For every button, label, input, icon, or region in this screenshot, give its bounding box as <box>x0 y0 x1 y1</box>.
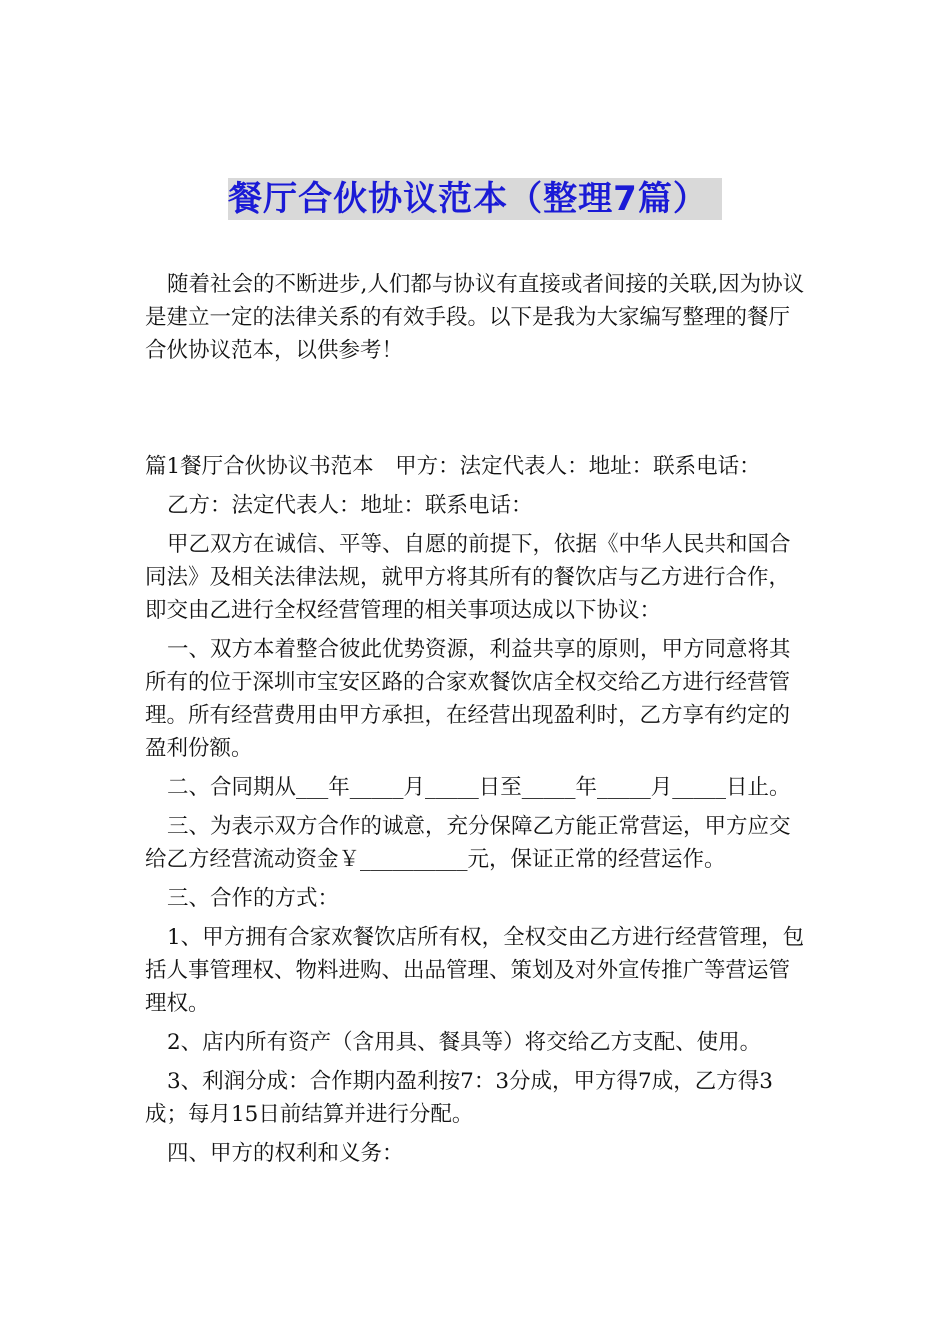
paragraph-4: 一、双方本着整合彼此优势资源，利益共享的原则，甲方同意将其所有的位于深圳市宝安区路的合家欢餐饮店全权交给乙方进行经营管理。所有经营费用由甲方承担，在经营出现盈利时，乙方享有约定的盈利份额。 <box>145 637 791 761</box>
paragraph-1: 篇1餐厅合伙协议书范本 甲方：法定代表人：地址：联系电话： <box>145 454 761 479</box>
paragraph-7: 三、合作的方式： <box>167 886 340 911</box>
intro-paragraph: 随着社会的不断进步,人们都与协议有直接或者间接的关联,因为协议是建立一定的法律关系的有效手段。以下是我为大家编写整理的餐厅合伙协议范本，以供参考！ <box>145 272 805 363</box>
paragraph-5: 二、合同期从___年_____月_____日至_____年_____月_____日止。 <box>167 775 791 800</box>
paragraph-10: 3、利润分成：合作期内盈利按7：3分成，甲方得7成，乙方得3成；每月15日前结算并进行分配。 <box>145 1069 773 1127</box>
paragraph-9: 2、店内所有资产（含用具、餐具等）将交给乙方支配、使用。 <box>167 1030 762 1055</box>
paragraph-3: 甲乙双方在诚信、平等、自愿的前提下，依据《中华人民共和国合同法》及相关法律法规，就甲方将其所有的餐饮店与乙方进行合作，即交由乙进行全权经营管理的相关事项达成以下协议： <box>145 532 791 623</box>
title-wrap <box>0 178 950 220</box>
paragraph-2: 乙方：法定代表人：地址：联系电话： <box>167 493 533 518</box>
document-title: 餐厅合伙协议范本（整理7篇） <box>228 178 722 220</box>
paragraph-11: 四、甲方的权利和义务： <box>167 1141 404 1166</box>
paragraph-6: 三、为表示双方合作的诚意，充分保障乙方能正常营运，甲方应交给乙方经营流动资金￥__________元，保证正常的经营运作。 <box>145 814 791 872</box>
content-section <box>145 450 810 1170</box>
intro-section <box>145 268 810 367</box>
paragraph-8: 1、甲方拥有合家欢餐饮店所有权，全权交由乙方进行经营管理，包括人事管理权、物料进购、出品管理、策划及对外宣传推广等营运管理权。 <box>145 925 805 1016</box>
